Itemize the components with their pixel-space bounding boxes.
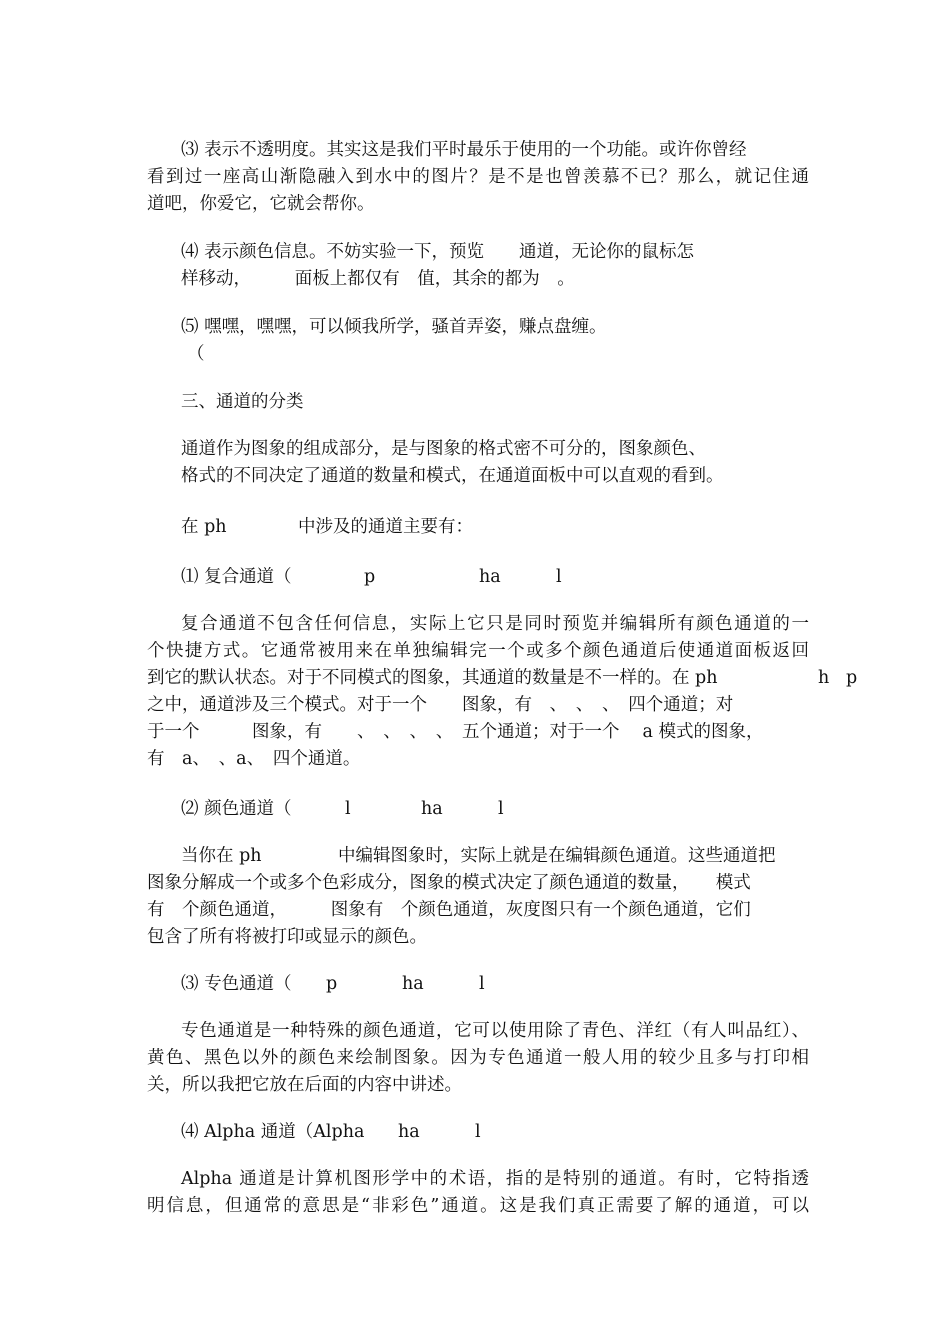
paragraph-line: 有 个颜色通道， 图象有 个颜色通道，灰度图只有一个颜色通道，它们: [147, 900, 751, 920]
paragraph-line: 格式的不同决定了通道的数量和模式，在通道面板中可以直观的看到。: [181, 466, 724, 486]
paragraph-fragment: h: [818, 668, 830, 688]
paragraph-line: ⑶ 表示不透明度。其实这是我们平时最乐于使用的一个功能。或许你曾经: [181, 140, 747, 160]
paragraph-line: 图象分解成一个或多个色彩成分，图象的模式决定了颜色通道的数量， 模式: [147, 873, 751, 893]
paragraph-line: 在 ph: [181, 517, 227, 537]
paragraph-line: （: [187, 344, 205, 364]
paragraph-line: 专色通道是一种特殊的颜色通道，它可以使用除了青色、洋红（有人叫品红）、: [181, 1021, 809, 1041]
paragraph-line: 关，所以我把它放在后面的内容中讲述。: [147, 1075, 462, 1095]
paragraph-line: 道吧，你爱它，它就会帮你。: [147, 194, 375, 214]
subheading-fragment: ha: [398, 1122, 420, 1142]
subheading: ⑵ 颜色通道（: [181, 799, 292, 819]
paragraph-line: 到它的默认状态。对于不同模式的图象，其通道的数量是不一样的。在 ph: [147, 668, 718, 688]
subheading-fragment: l: [479, 974, 485, 994]
paragraph-line: 包含了所有将被打印或显示的颜色。: [147, 927, 427, 947]
subheading-fragment: p: [326, 974, 338, 994]
subheading: ⑷ Alpha 通道（Alpha: [181, 1122, 365, 1142]
paragraph-line: 复合通道不包含任何信息，实际上它只是同时预览并编辑所有颜色通道的一: [181, 614, 809, 634]
subheading-fragment: l: [498, 799, 504, 819]
paragraph-line: 有 a、 、a、 四个通道。: [147, 749, 361, 769]
subheading-fragment: ha: [421, 799, 443, 819]
paragraph-line: 通道作为图象的组成部分，是与图象的格式密不可分的，图象颜色、: [181, 439, 706, 459]
subheading-fragment: l: [345, 799, 351, 819]
paragraph-line: 黄色、黑色以外的颜色来绘制图象。因为专色通道一般人用的较少且多与打印相: [147, 1048, 809, 1068]
subheading-fragment: ha: [479, 567, 501, 587]
subheading-fragment: l: [556, 567, 562, 587]
paragraph-line: 之中，通道涉及三个模式。对于一个 图象，有 、 、 、 四个通道；对: [147, 695, 734, 715]
subheading-fragment: l: [475, 1122, 481, 1142]
paragraph-line: 当你在 ph: [181, 846, 262, 866]
paragraph-line: 中编辑图象时，实际上就是在编辑颜色通道。这些通道把: [338, 846, 776, 866]
subheading: ⑴ 复合通道（: [181, 567, 292, 587]
paragraph-fragment: p: [846, 668, 858, 688]
subheading: ⑶ 专色通道（: [181, 974, 292, 994]
paragraph-line: 看到过一座高山渐隐融入到水中的图片？是不是也曾羡慕不已？那么，就记住通: [147, 167, 809, 187]
paragraph-line: 于一个 图象，有 、 、 、 、 五个通道；对于一个 a 模式的图象，: [147, 722, 764, 742]
paragraph-line: ⑷ 表示颜色信息。不妨实验一下，预览 通道，无论你的鼠标怎: [181, 242, 695, 262]
section-title: 三、通道的分类: [181, 392, 304, 412]
paragraph-line: ⑸ 嘿嘿，嘿嘿，可以倾我所学，骚首弄姿，赚点盘缠。: [181, 317, 607, 337]
subheading-fragment: ha: [402, 974, 424, 994]
subheading-fragment: p: [364, 567, 376, 587]
paragraph-line: 个快捷方式。它通常被用来在单独编辑完一个或多个颜色通道后使通道面板返回: [147, 641, 809, 661]
paragraph-line: 样移动， 面板上都仅有 值，其余的都为 。: [181, 269, 575, 289]
paragraph-line: 中涉及的通道主要有：: [298, 517, 473, 537]
paragraph-line: 明信息，但通常的意思是“非彩色”通道。这是我们真正需要了解的通道，可以: [147, 1196, 809, 1216]
paragraph-line: Alpha 通道是计算机图形学中的术语，指的是特别的通道。有时，它特指透: [181, 1169, 809, 1189]
